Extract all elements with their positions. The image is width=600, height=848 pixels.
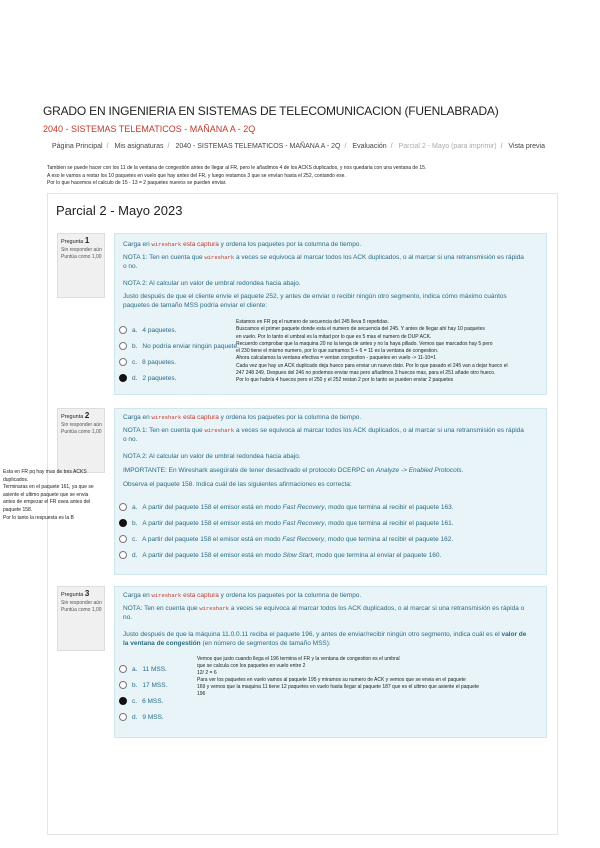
capture-link[interactable]: esta captura: [183, 592, 219, 599]
page-title: Parcial 2 - Mayo 2023: [56, 203, 183, 218]
question-info-1: Pregunta 1 Sin responder aún Puntúa como 1,00: [57, 233, 105, 298]
q3-annotation: Vemos que justo cuando llega el 196 termina el FR y la ventana de congestion es el umbral que se calcula con los paquetes en vuelo entre 2 12/ 2 = 6 Para ver los paquetes en vuelo vamos al paquete 195 y miramos su numero de ACK y vemos que se envia en el paquete 169 y vemos que la maquina 11 tiene 12 paquetes en vuelo hasta llegar al paquete 187 que es el ultimo que asiente el paquete 196: [197, 656, 480, 698]
question-info-3: Pregunta 3 Sin responder aún Puntúa como 1,00: [57, 586, 105, 651]
question-status: Sin responder aún: [61, 246, 102, 253]
radio-a[interactable]: [119, 503, 127, 511]
option-a[interactable]: a. A partir del paquete 158 el emisor está en modo Fast Recovery, modo que termina al recibir el paquete 163.: [119, 503, 454, 512]
option-b[interactable]: b. A partir del paquete 158 el emisor está en modo Fast Recovery, modo que termina al recibir el paquete 161.: [119, 519, 454, 528]
question-info-2: Pregunta 2 Sin responder aún Puntúa como 1,00: [57, 408, 105, 473]
breadcrumb: Página Principal / Mis asignaturas / 2040 - SISTEMAS TELEMATICOS - MAÑANA A - 2Q / Evaluación / Parcial 2 - Mayo (para imprimir) / Vista previa: [52, 143, 545, 150]
question-status: Sin responder aún: [61, 421, 102, 428]
option-a[interactable]: a. 4 paquetes.: [119, 326, 176, 335]
capture-link[interactable]: esta captura: [183, 414, 219, 421]
question-content-3: Carga en wireshark esta captura y ordena los paquetes por la columna de tiempo. NOTA: Ten en cuenta que wireshark a veces se equivoca al marcar todos los ACK duplicados, o al marcar si una retransmisión es rápida o no. Justo después de que la máquina 11.0.0.11 reciba el paquete 196, y antes de enviar/recibir ningún otro segmento, indica cuál es el valor de la ventana de congestión (en número de segmentos de tamaño MSS): a. 11 MSS. b. 17 MSS. c. 6 MSS. d. 9 MSS.: [114, 586, 547, 738]
capture-link[interactable]: esta captura: [183, 241, 219, 248]
breadcrumb-evaluation[interactable]: Evaluación: [352, 143, 387, 150]
important-note: IMPORTANTE: En Wireshark asegúrate de tener desactivado el protocolo DCERPC en Analyze -> Enabled Protocols.: [123, 467, 464, 474]
breadcrumb-quiz[interactable]: Parcial 2 - Mayo (para imprimir): [398, 143, 497, 150]
question-content-2: Carga en wireshark esta captura y ordena los paquetes por la columna de tiempo. NOTA 1: Ten en cuenta que wireshark a veces se equivoca al marcar todos los ACK duplicados, o al marcar si una retransmisión es rápida o no. NOTA 2: Al calcular un valor de umbral redondea hacia abajo. IMPORTANTE: En Wireshark asegúrate de tener desactivado el protocolo DCERPC en Analyze -> Enabled Protocols. Observa el paquete 158. Indica cuál de las siguientes afirmaciones es correcta: a. A partir del paquete 158 el emisor está en modo Fast Recovery, modo que termina al recibir el paquete 163. b. A partir del paquete 158 el emisor está en modo Fast Recovery, modo que termina al recibir el paquete 161. c. A partir del paquete 158 el emisor está en modo Fast Recovery, modo que termina al recibir el paquete 162. d. A partir del paquete 158 el emisor está en modo Slow Start, modo que termina al enviar el paquete 160.: [114, 408, 547, 575]
question-points: Puntúa como 1,00: [61, 254, 102, 260]
q2-side-annotation: Esta en FR pq hay mas de tres ACKS duplicados. Terminaras en el paquete 161, ya que se asiente el ultimo paquete que se envia antes de empezar el FR osea antes del paquete 158. Por lo tanto la respuesta es la B: [3, 469, 94, 521]
question-number: 1: [84, 236, 90, 245]
note-2: NOTA 2: Al calcular un valor de umbral redondea hacia abajo.: [123, 453, 301, 460]
note-2: NOTA 2: Al calcular un valor de umbral redondea hacia abajo.: [123, 280, 301, 287]
radio-c[interactable]: [119, 697, 127, 705]
q1-annotation: Estamos en FR pq el numero de secuencia del 245 lleva 5 repetidas. Buscamos el primer paquete donde esta el numero de secuencia del 245. Y antes de llegar ahí hay 10 paquetes en vuelo. Por lo tanto el umbral es la mitad por lo que es 5 mas el numero de DUP ACK. Recuerdo comprobar que la maquina 20 no la tenga de antes y no la haya pillado. Vemos que marcados hay 5 pero el 230 tiene el mismo numero, por lo que sumamos 5 + 6 = 11 es la ventana de congestion. Ahora calculamos la ventana efectiva = ventan congestion - paquetes en vuelo -> 11-10=1 Cada vez que hay un ACK duplicado deja hueco para enviar un nuevo dato. Por lo que pasado el 245 van a dejar hueco el 247 248 249. Despues del 246 no podemos enviar mas pero añadimos 3 huecos mas, para el 251 añade otro hueco. Por lo que habría 4 huecos pero el 250 y el 252 restan 2 por lo tanto se pueden enviar 2 paquetes: [236, 319, 508, 384]
question-number: 3: [84, 589, 90, 598]
question-content-1: Carga en wireshark esta captura y ordena los paquetes por la columna de tiempo. NOTA 1: Ten en cuenta que wireshark a veces se equivoca al marcar todos los ACK duplicados, o al marcar si una retransmisión es rápida o no. NOTA 2: Al calcular un valor de umbral redondea hacia abajo. Justo después de que el cliente envíe el paquete 252, y antes de enviar o recibir ningún otro segmento, indica cómo máximo cuántos paquetes de tamaño MSS podría enviar el cliente: a. 4 paquetes. b. No podría enviar ningún paquete. c. 8 paquetes. d. 2 paquetes.: [114, 233, 547, 395]
radio-c[interactable]: [119, 358, 127, 366]
breadcrumb-course[interactable]: 2040 - SISTEMAS TELEMATICOS - MAÑANA A - 2Q: [175, 143, 341, 150]
radio-d[interactable]: [119, 374, 127, 382]
option-c[interactable]: c. A partir del paquete 158 el emisor está en modo Fast Recovery, modo que termina al recibir el paquete 162.: [119, 535, 453, 544]
breadcrumb-home[interactable]: Página Principal: [52, 143, 103, 150]
option-d[interactable]: d. 2 paquetes.: [119, 374, 176, 383]
radio-a[interactable]: [119, 665, 127, 673]
breadcrumb-my-courses[interactable]: Mis asignaturas: [114, 143, 164, 150]
option-a[interactable]: a. 11 MSS.: [119, 665, 167, 674]
option-d[interactable]: d. A partir del paquete 158 el emisor está en modo Slow Start, modo que termina al enviar el paquete 160.: [119, 551, 441, 560]
question-text: Observa el paquete 158. Indica cuál de las siguientes afirmaciones es correcta:: [123, 481, 352, 488]
course-subtitle: 2040 - SISTEMAS TELEMATICOS - MAÑANA A - 2Q: [43, 124, 256, 134]
radio-d[interactable]: [119, 713, 127, 721]
question-points: Puntúa como 1,00: [61, 429, 102, 435]
radio-c[interactable]: [119, 535, 127, 543]
radio-b[interactable]: [119, 519, 127, 527]
radio-a[interactable]: [119, 326, 127, 334]
course-title: GRADO EN INGENIERIA EN SISTEMAS DE TELECOMUNICACION (FUENLABRADA): [43, 104, 499, 118]
question-text: Justo después de que la máquina 11.0.0.11 reciba el paquete 196, y antes de enviar/recibir ningún otro segmento, indica cuál es el valor de la ventana de congestión (en número de segmentos de tamaño MSS):: [123, 631, 527, 647]
radio-b[interactable]: [119, 342, 127, 350]
question-points: Puntúa como 1,00: [61, 607, 102, 613]
option-c[interactable]: c. 8 paquetes.: [119, 358, 176, 367]
option-c[interactable]: c. 6 MSS.: [119, 697, 163, 706]
wireshark-code: wireshark: [151, 241, 182, 248]
top-annotation: Tambien se puede hacer con los 11 de la ventana de congestión antes de llegar al FR, pero le añadimos 4 de los ACKS duplicados, y nos quedaria con una ventana de 15. A eso le vamos a restar los 10 paquetes en vuelo que hay antes del FR, y luego restamos 3 que se envían hasta el 252, contando ese. Por lo que hacemos el calculo de 15 - 13 = 2 paquetes nuevos se pueden enviar.: [47, 165, 427, 186]
question-status: Sin responder aún: [61, 599, 102, 606]
option-b[interactable]: b. No podría enviar ningún paquete.: [119, 342, 239, 351]
radio-d[interactable]: [119, 551, 127, 559]
question-text: Justo después de que el cliente envíe el paquete 252, y antes de enviar o recibir ningún otro segmento, indica cómo máximo cuántos paquetes de tamaño MSS podría enviar el cliente:: [123, 293, 507, 309]
option-b[interactable]: b. 17 MSS.: [119, 681, 167, 690]
question-number: 2: [84, 411, 90, 420]
option-d[interactable]: d. 9 MSS.: [119, 713, 164, 722]
breadcrumb-preview: Vista previa: [508, 143, 545, 150]
radio-b[interactable]: [119, 681, 127, 689]
